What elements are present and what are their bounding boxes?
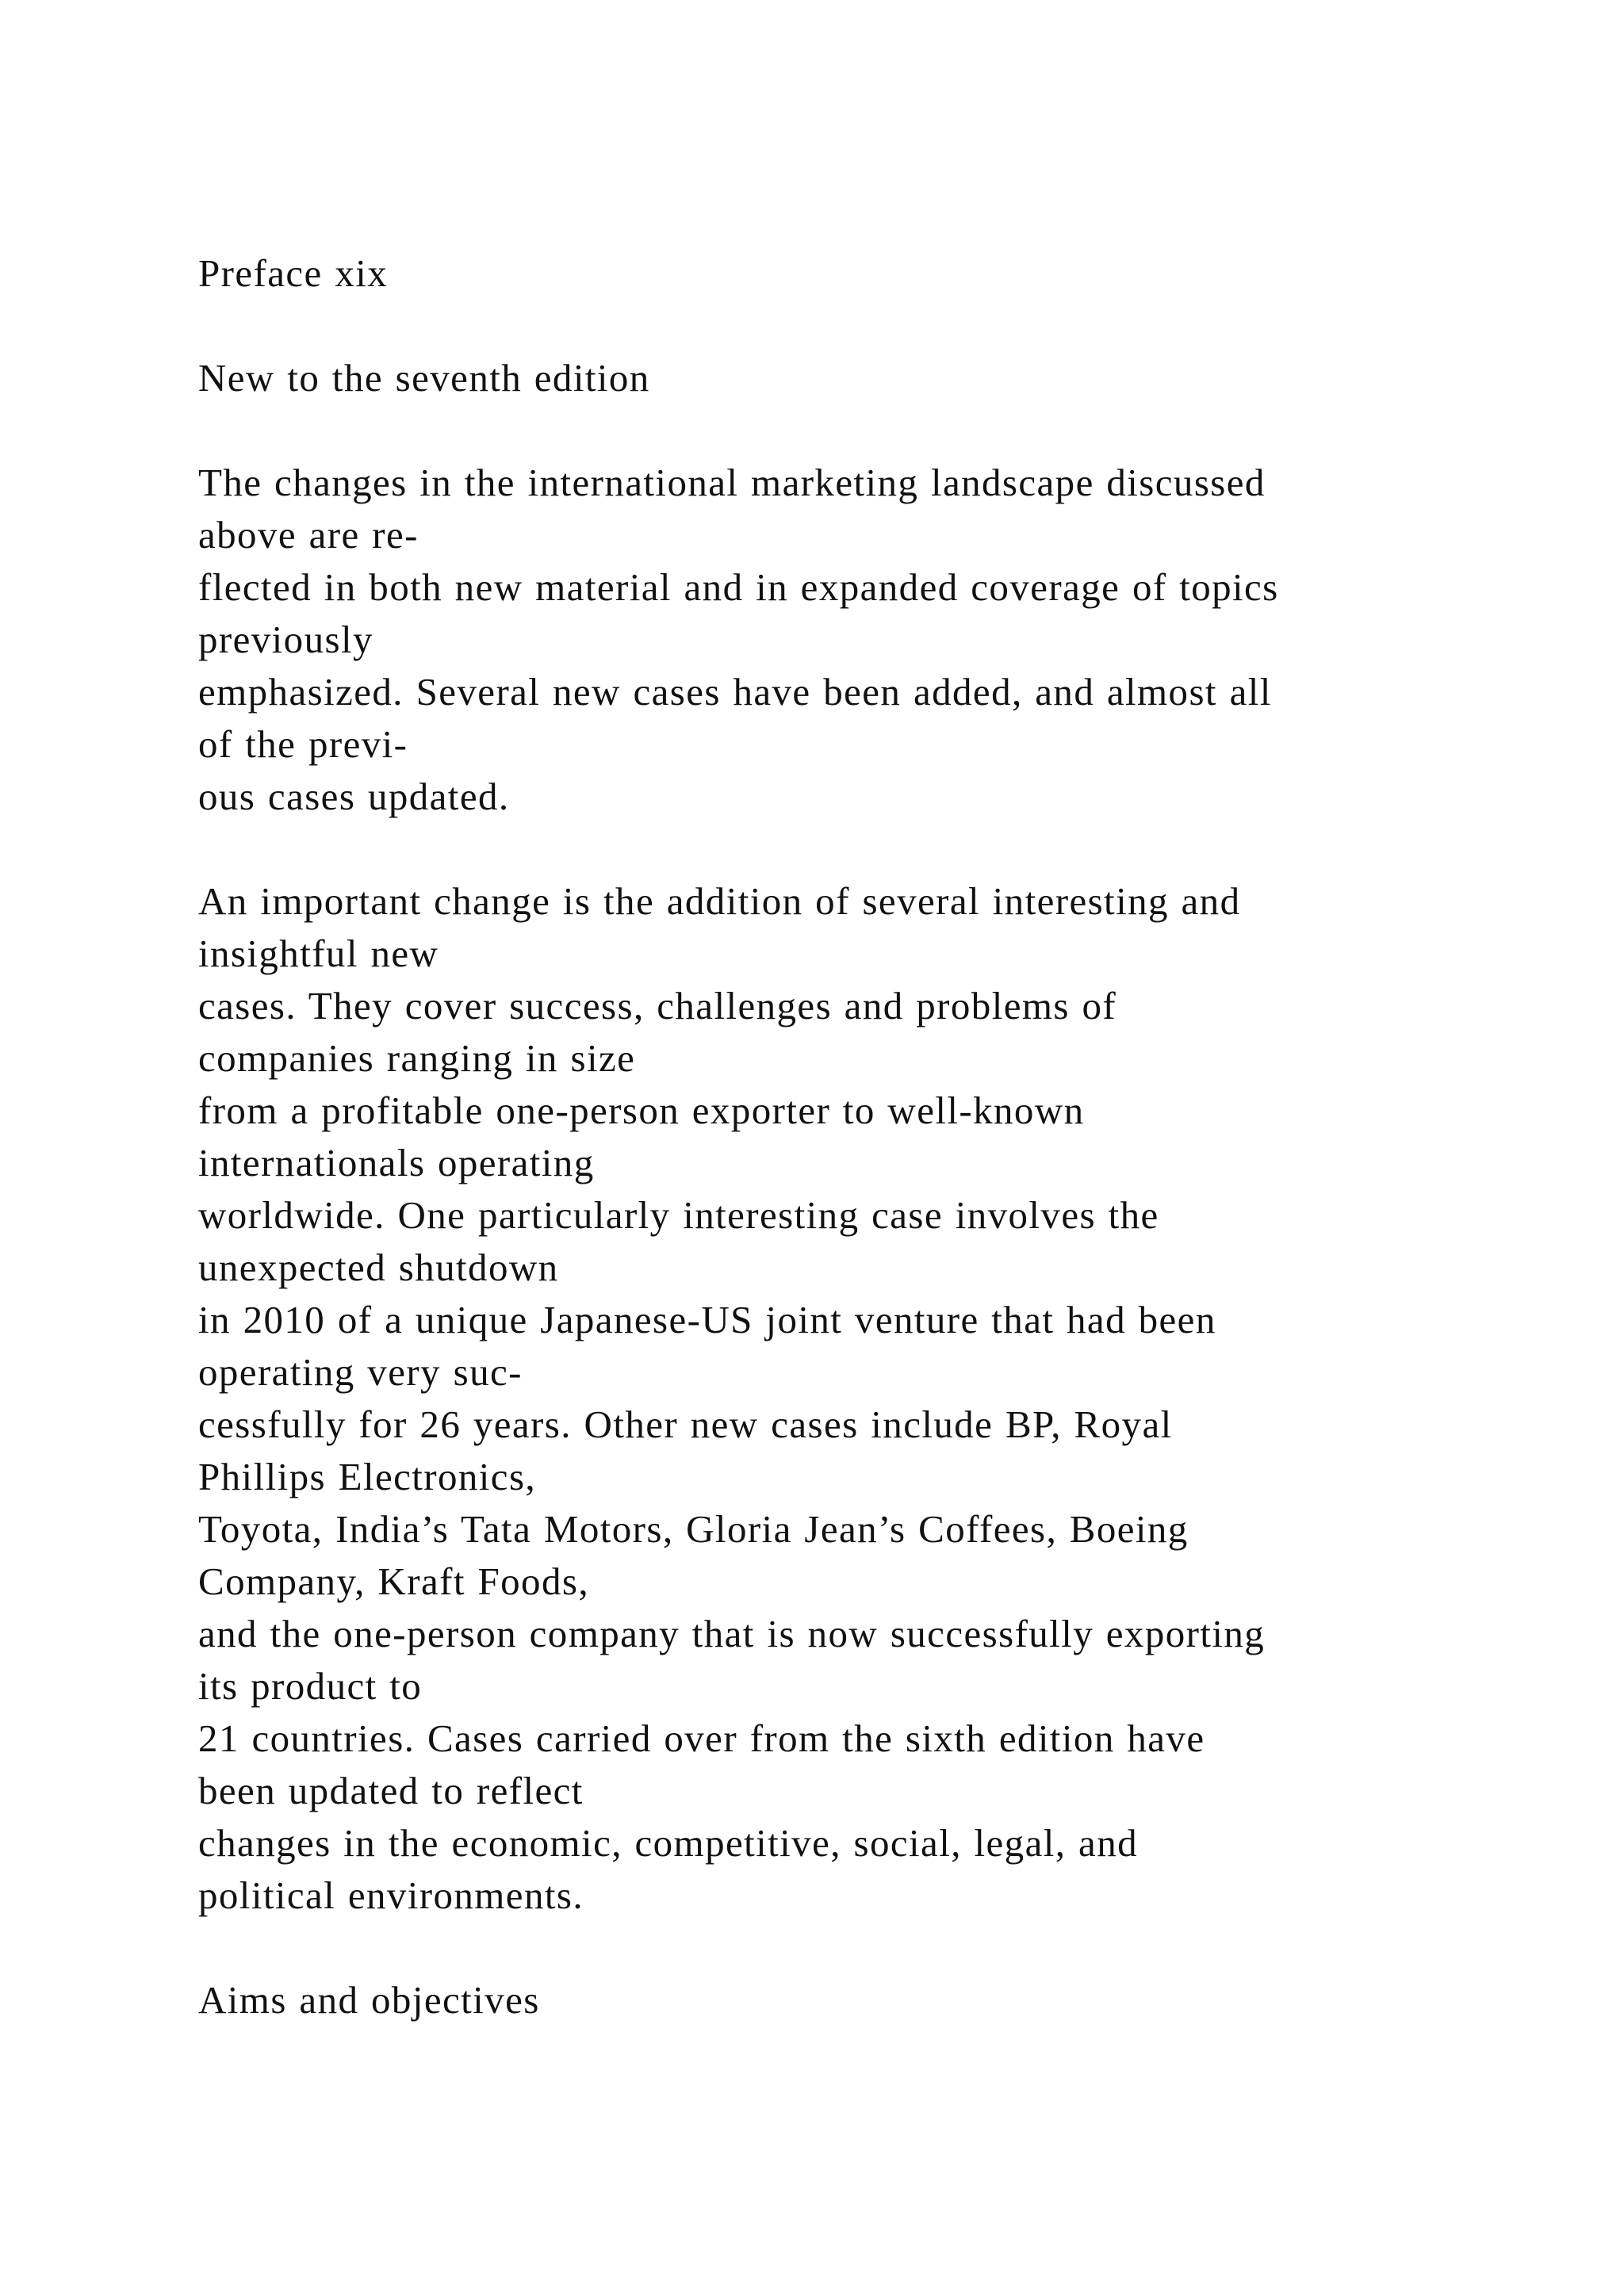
- text-line: from a profitable one-person exporter to well-known: [198, 1089, 1085, 1132]
- text-line: internationals operating: [198, 1141, 595, 1184]
- text-line: Company, Kraft Foods,: [198, 1559, 589, 1603]
- paragraph-1: [198, 457, 1546, 823]
- text-line: previously: [198, 618, 373, 661]
- next-section-heading: Aims and objectives: [198, 1978, 540, 2022]
- text-line: and the one-person company that is now successfully exporting: [198, 1612, 1266, 1655]
- text-line: 21 countries. Cases carried over from the sixth edition have: [198, 1716, 1205, 1760]
- text-line: operating very suc-: [198, 1350, 523, 1394]
- text-line: of the previ-: [198, 722, 408, 766]
- text-line: Toyota, India’s Tata Motors, Gloria Jean’s Coffees, Boeing: [198, 1507, 1189, 1551]
- text-line: The changes in the international marketing landscape discussed: [198, 461, 1266, 504]
- text-line: An important change is the addition of several interesting and: [198, 879, 1241, 923]
- text-line: cases. They cover success, challenges and problems of: [198, 984, 1117, 1027]
- spacer: [198, 1922, 1546, 1974]
- text-line: unexpected shutdown: [198, 1246, 559, 1289]
- text-line: companies ranging in size: [198, 1036, 636, 1080]
- text-line: above are re-: [198, 513, 419, 557]
- text-line: cessfully for 26 years. Other new cases include BP, Royal: [198, 1402, 1173, 1446]
- document-body: [198, 247, 1546, 2026]
- text-line: in 2010 of a unique Japanese-US joint venture that had been: [198, 1298, 1216, 1341]
- text-line: Phillips Electronics,: [198, 1455, 537, 1498]
- text-line: its product to: [198, 1664, 423, 1708]
- paragraph-2: [198, 875, 1546, 1922]
- text-line: political environments.: [198, 1873, 584, 1917]
- text-line: worldwide. One particularly interesting case involves the: [198, 1193, 1159, 1237]
- text-line: insightful new: [198, 932, 439, 975]
- text-line: emphasized. Several new cases have been added, and almost all: [198, 670, 1272, 714]
- section-heading: New to the seventh edition: [198, 356, 650, 400]
- text-line: ous cases updated.: [198, 775, 510, 818]
- spacer: [198, 404, 1546, 457]
- text-line: changes in the economic, competitive, social, legal, and: [198, 1821, 1138, 1865]
- text-line: been updated to reflect: [198, 1769, 584, 1812]
- spacer: [198, 300, 1546, 352]
- spacer: [198, 823, 1546, 875]
- running-header: Preface xix: [198, 251, 389, 295]
- text-line: flected in both new material and in expanded coverage of topics: [198, 565, 1279, 609]
